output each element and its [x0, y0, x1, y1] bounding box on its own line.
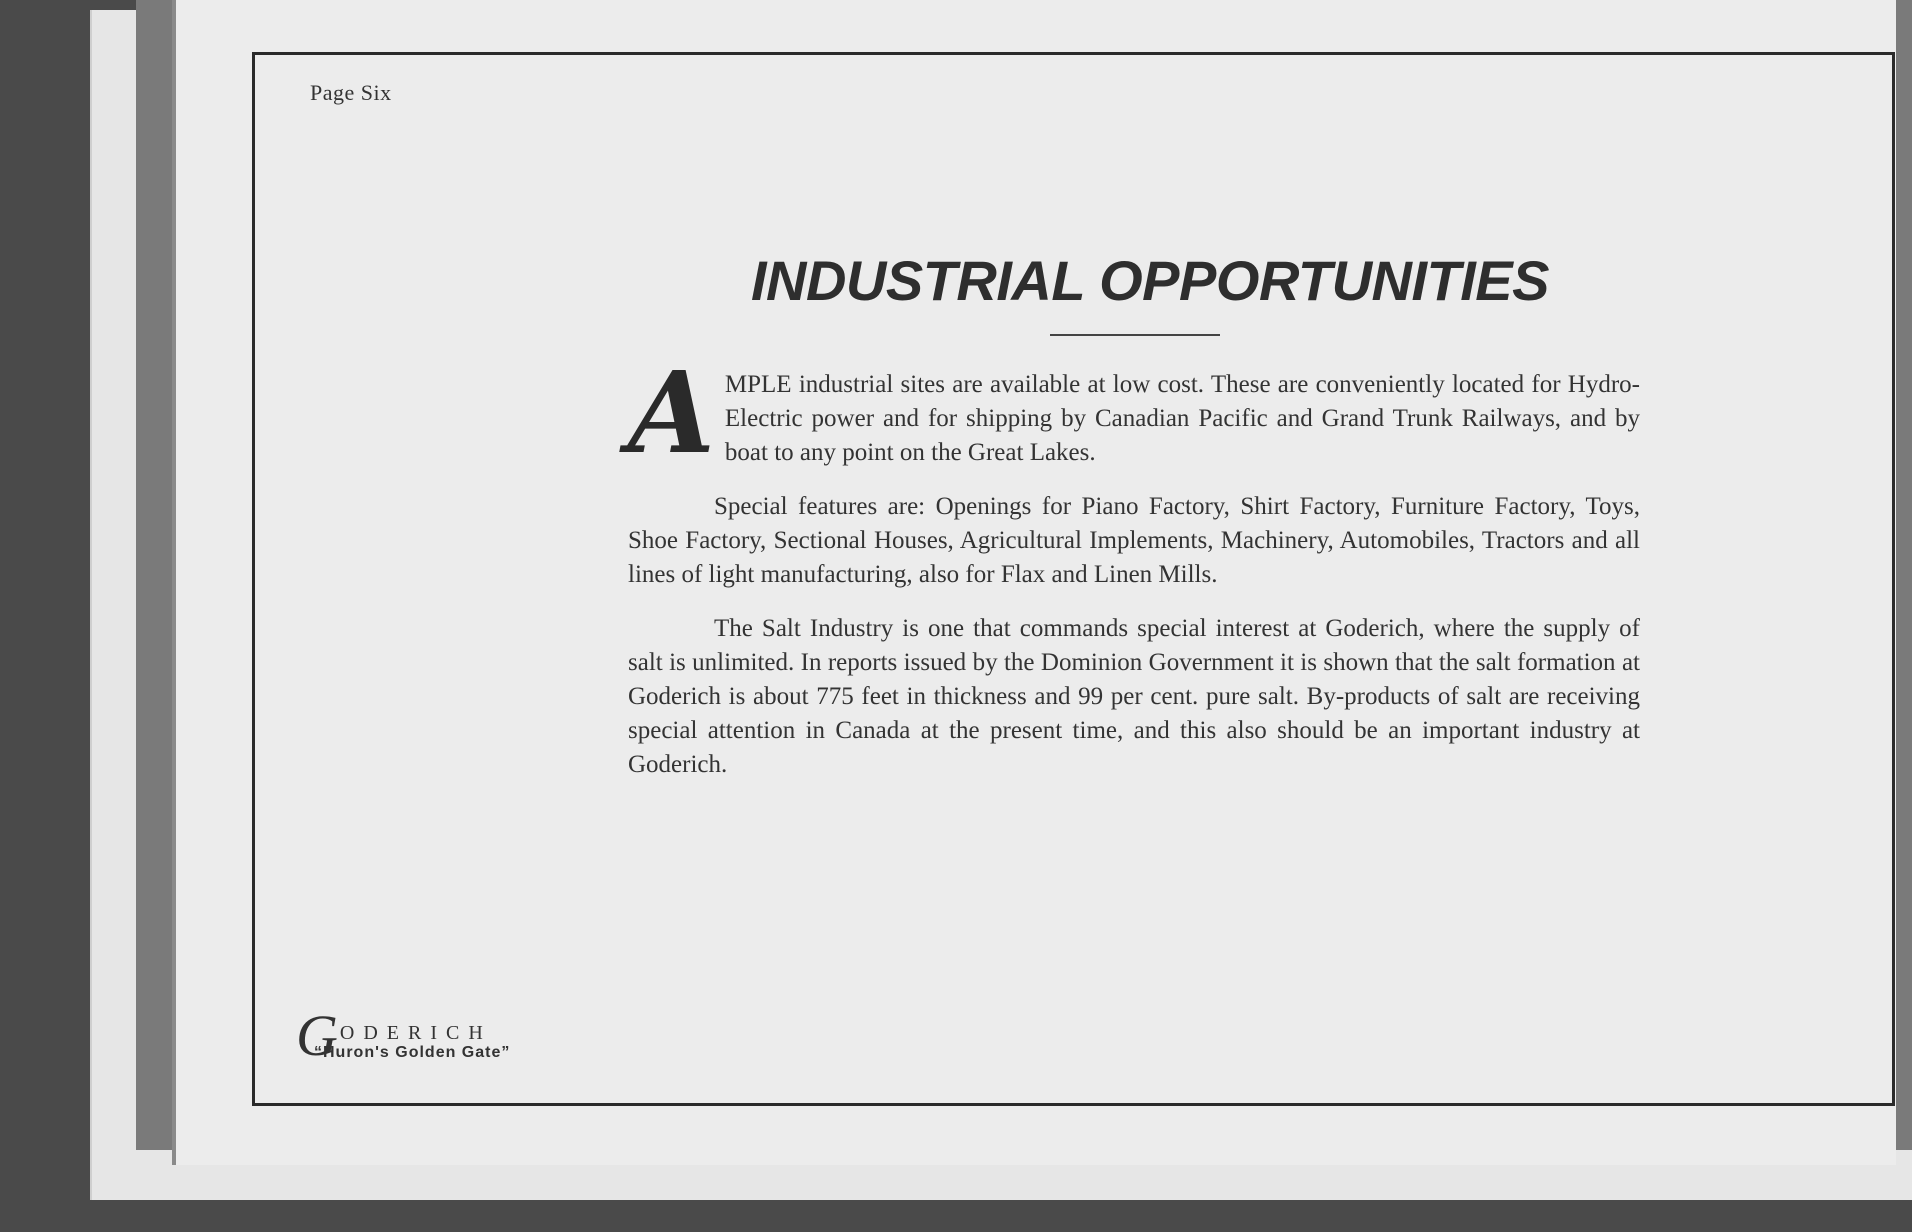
drop-cap: A: [628, 348, 715, 479]
paragraph-salt-industry: The Salt Industry is one that commands special interest at Goderich, where the supply of salt is unlimited. In reports issued by the Dominion Government it is shown that the salt formation at Goderich is about 775 feet in thickness and 99 per cent. pure salt. By-products of salt are receiving special attention in Canada at the present time, and this also should be an important industry at Goderich.: [628, 615, 1640, 778]
title-divider: [1050, 334, 1220, 336]
page-title: INDUSTRIAL OPPORTUNITIES: [750, 249, 1549, 312]
paragraph-sites-text: MPLE industrial sites are available at low cost. These are conveniently located for Hydro-Electric power and for shipping by Canadian Pacific and Grand Trunk Railways, and by boat to any point on the Great Lakes.: [724, 371, 1640, 466]
page-number: Page Six: [310, 80, 392, 105]
paragraph-features: Special features are: Openings for Piano Factory, Shirt Factory, Furniture Factory, Toys, Shoe Factory, Sectional Houses, Agricultural Implements, Machinery, Automobiles, Tractors and all lines of light manufacturing, also for Flax and Linen Mills.: [628, 493, 1640, 588]
logo-tagline: “Huron's Golden Gate”: [314, 1044, 511, 1061]
logo-initial: G: [296, 1003, 338, 1068]
article-body: [628, 348, 1640, 802]
paragraph-sites: [628, 348, 1640, 479]
logo-name: ODERICH: [339, 1022, 492, 1044]
